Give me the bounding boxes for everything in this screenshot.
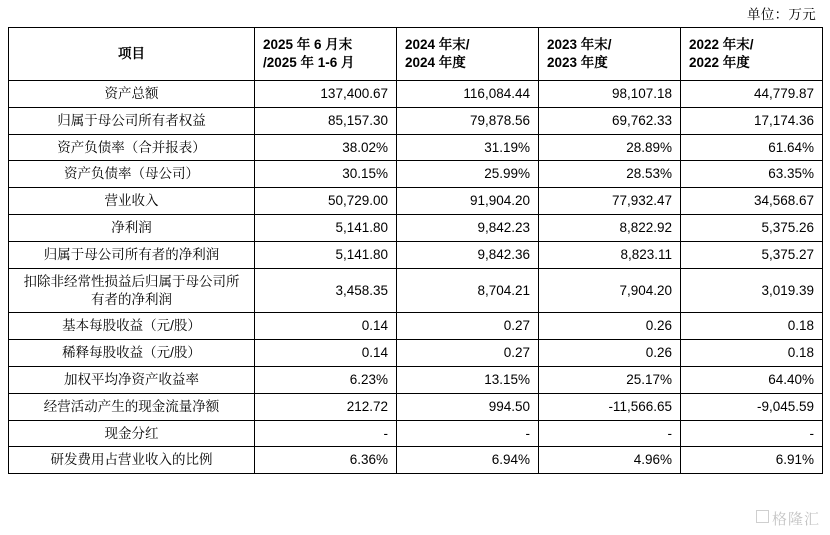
watermark bbox=[756, 508, 820, 529]
row-value: - bbox=[681, 420, 823, 447]
row-label: 现金分红 bbox=[9, 420, 255, 447]
row-value: 5,375.27 bbox=[681, 241, 823, 268]
row-value: 9,842.36 bbox=[397, 241, 539, 268]
table-row bbox=[9, 161, 823, 188]
column-header-2023: 2023 年末/ 2023 年度 bbox=[539, 28, 681, 81]
row-value: 8,822.92 bbox=[539, 215, 681, 242]
row-value: 3,019.39 bbox=[681, 268, 823, 313]
row-value: 91,904.20 bbox=[397, 188, 539, 215]
row-value: - bbox=[255, 420, 397, 447]
row-value: -11,566.65 bbox=[539, 393, 681, 420]
row-value: 0.14 bbox=[255, 340, 397, 367]
row-value: 0.26 bbox=[539, 340, 681, 367]
row-value: 5,375.26 bbox=[681, 215, 823, 242]
table-row bbox=[9, 215, 823, 242]
row-value: 44,779.87 bbox=[681, 81, 823, 108]
financial-summary-table bbox=[8, 27, 823, 474]
row-value: 0.18 bbox=[681, 340, 823, 367]
row-label: 加权平均净资产收益率 bbox=[9, 366, 255, 393]
row-value: -9,045.59 bbox=[681, 393, 823, 420]
row-value: 5,141.80 bbox=[255, 241, 397, 268]
row-label: 归属于母公司所有者权益 bbox=[9, 107, 255, 134]
row-label: 净利润 bbox=[9, 215, 255, 242]
row-value: 25.17% bbox=[539, 366, 681, 393]
row-value: 6.91% bbox=[681, 447, 823, 474]
row-value: 13.15% bbox=[397, 366, 539, 393]
row-value: 28.53% bbox=[539, 161, 681, 188]
row-value: 3,458.35 bbox=[255, 268, 397, 313]
row-value: 38.02% bbox=[255, 134, 397, 161]
row-value: 994.50 bbox=[397, 393, 539, 420]
row-value: 8,823.11 bbox=[539, 241, 681, 268]
row-value: 9,842.23 bbox=[397, 215, 539, 242]
column-header-2025: 2025 年 6 月末 /2025 年 1-6 月 bbox=[255, 28, 397, 81]
row-value: 50,729.00 bbox=[255, 188, 397, 215]
column-header-2024: 2024 年末/ 2024 年度 bbox=[397, 28, 539, 81]
row-value: 8,704.21 bbox=[397, 268, 539, 313]
row-value: 61.64% bbox=[681, 134, 823, 161]
row-value: 0.14 bbox=[255, 313, 397, 340]
unit-note: 单位：万元 bbox=[747, 7, 816, 22]
table-row bbox=[9, 340, 823, 367]
row-value: 6.36% bbox=[255, 447, 397, 474]
table-row bbox=[9, 107, 823, 134]
row-value: 85,157.30 bbox=[255, 107, 397, 134]
row-value: 28.89% bbox=[539, 134, 681, 161]
table-row bbox=[9, 188, 823, 215]
table-row bbox=[9, 366, 823, 393]
row-label: 资产负债率（母公司） bbox=[9, 161, 255, 188]
row-value: 0.27 bbox=[397, 313, 539, 340]
watermark-text: 格隆汇 bbox=[771, 511, 820, 528]
row-label: 营业收入 bbox=[9, 188, 255, 215]
row-value: 30.15% bbox=[255, 161, 397, 188]
row-label: 资产总额 bbox=[9, 81, 255, 108]
row-label: 经营活动产生的现金流量净额 bbox=[9, 393, 255, 420]
row-label: 基本每股收益（元/股） bbox=[9, 313, 255, 340]
row-value: 4.96% bbox=[539, 447, 681, 474]
row-value: 63.35% bbox=[681, 161, 823, 188]
row-value: 0.27 bbox=[397, 340, 539, 367]
row-value: 17,174.36 bbox=[681, 107, 823, 134]
row-value: 0.26 bbox=[539, 313, 681, 340]
row-value: 79,878.56 bbox=[397, 107, 539, 134]
table-row bbox=[9, 313, 823, 340]
row-value: 77,932.47 bbox=[539, 188, 681, 215]
row-value: 69,762.33 bbox=[539, 107, 681, 134]
table-header-row bbox=[9, 28, 823, 81]
column-header-2022: 2022 年末/ 2022 年度 bbox=[681, 28, 823, 81]
watermark-logo-icon bbox=[756, 510, 769, 523]
row-label: 扣除非经常性损益后归属于母公司所有者的净利润 bbox=[9, 268, 255, 313]
row-label: 研发费用占营业收入的比例 bbox=[9, 447, 255, 474]
table-row bbox=[9, 393, 823, 420]
table-row bbox=[9, 241, 823, 268]
row-value: 64.40% bbox=[681, 366, 823, 393]
row-value: 31.19% bbox=[397, 134, 539, 161]
row-value: 116,084.44 bbox=[397, 81, 539, 108]
table-row bbox=[9, 134, 823, 161]
row-value: - bbox=[397, 420, 539, 447]
row-value: 25.99% bbox=[397, 161, 539, 188]
row-value: 5,141.80 bbox=[255, 215, 397, 242]
row-value: - bbox=[539, 420, 681, 447]
table-row bbox=[9, 81, 823, 108]
row-value: 0.18 bbox=[681, 313, 823, 340]
row-value: 212.72 bbox=[255, 393, 397, 420]
column-header-item: 项目 bbox=[9, 28, 255, 81]
row-value: 34,568.67 bbox=[681, 188, 823, 215]
row-value: 98,107.18 bbox=[539, 81, 681, 108]
table-row bbox=[9, 420, 823, 447]
row-label: 归属于母公司所有者的净利润 bbox=[9, 241, 255, 268]
row-value: 6.94% bbox=[397, 447, 539, 474]
table-row bbox=[9, 268, 823, 313]
row-value: 137,400.67 bbox=[255, 81, 397, 108]
row-label: 稀释每股收益（元/股） bbox=[9, 340, 255, 367]
row-value: 6.23% bbox=[255, 366, 397, 393]
row-value: 7,904.20 bbox=[539, 268, 681, 313]
row-label: 资产负债率（合并报表） bbox=[9, 134, 255, 161]
table-row bbox=[9, 447, 823, 474]
